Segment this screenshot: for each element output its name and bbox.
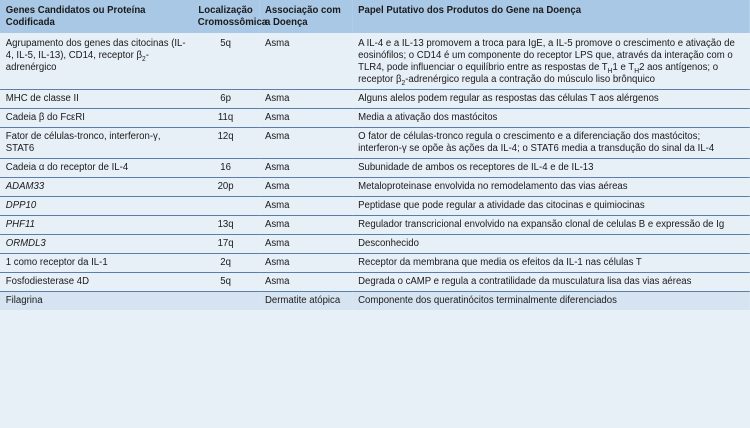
table-row: [0, 197, 750, 216]
cell-role: Peptidase que pode regular a atividade das citocinas e quimiocinas: [352, 197, 749, 216]
cell-association: Asma: [259, 254, 352, 273]
cell-gene: DPP10: [0, 197, 192, 216]
cell-gene: MHC de classe II: [0, 90, 192, 109]
cell-association: Asma: [259, 216, 352, 235]
header-location: Localização Cromossômica: [192, 0, 259, 33]
cell-association: Asma: [259, 109, 352, 128]
cell-location: [192, 197, 259, 216]
header-row: [0, 0, 750, 33]
cell-location: 12q: [192, 128, 259, 159]
cell-gene: Filagrina: [0, 292, 192, 311]
cell-role: Componente dos queratinócitos terminalmente diferenciados: [352, 292, 749, 311]
cell-location: 6p: [192, 90, 259, 109]
cell-association: Asma: [259, 159, 352, 178]
cell-gene: 1 como receptor da IL-1: [0, 254, 192, 273]
cell-gene: ADAM33: [0, 178, 192, 197]
cell-role: O fator de células-tronco regula o crescimento e a diferenciação dos mastócitos; interferon-γ se opõe às ações da IL-4; o STAT6 media a transdução do sinal da IL-4: [352, 128, 749, 159]
cell-role: Media a ativação dos mastócitos: [352, 109, 749, 128]
cell-gene: Cadeia α do receptor de IL-4: [0, 159, 192, 178]
header-association: Associação com a Doença: [259, 0, 352, 33]
cell-location: 2q: [192, 254, 259, 273]
cell-association: Asma: [259, 128, 352, 159]
table-row: [0, 90, 750, 109]
table-row: [0, 178, 750, 197]
cell-association: Asma: [259, 273, 352, 292]
table-row: [0, 216, 750, 235]
cell-gene: Agrupamento dos genes das citocinas (IL-4, IL-5, IL-13), CD14, receptor $\beta_2$-adrenérgico: [5, 38, 186, 73]
cell-role: Receptor da membrana que media os efeitos da IL-1 nas células T: [352, 254, 749, 273]
cell-gene: Fator de células-tronco, interferon-γ, STAT6: [0, 128, 192, 159]
cell-role: Degrada o cAMP e regula a contratilidade da musculatura lisa das vias aéreas: [352, 273, 749, 292]
cell-location: 20p: [192, 178, 259, 197]
cell-association: Asma: [259, 178, 352, 197]
cell-role: Subunidade de ambos os receptores de IL-4 e de IL-13: [352, 159, 749, 178]
cell-role: Alguns alelos podem regular as respostas das células T aos alérgenos: [352, 90, 749, 109]
cell-location: 11q: [192, 109, 259, 128]
cell-location: 5q: [192, 273, 259, 292]
cell-location: 5q: [220, 38, 231, 49]
cell-location: 16: [192, 159, 259, 178]
table-row: [0, 128, 750, 159]
cell-location: [192, 292, 259, 311]
cell-role: Metaloproteinase envolvida no remodelamento das vias aéreas: [352, 178, 749, 197]
cell-association: Asma: [264, 38, 290, 49]
table-row: [0, 109, 750, 128]
table-row: [0, 33, 750, 90]
cell-location: 13q: [192, 216, 259, 235]
cell-role: A IL-4 e a IL-13 promovem a troca para IgE, a IL-5 promove o crescimento e ativação de eosinófilos; o CD14 é um componente do receptor LPS que, através da interação com o TLR4, pode influenciar o equilíbrio entre as respostas de $T_H1$ e $T_H2$ aos antígenos; o receptor $\beta_2$-adrenérgico regula a contração do músculo liso brônquico: [358, 38, 735, 87]
cell-gene: Cadeia β do FcεRI: [0, 109, 192, 128]
cell-role: Regulador transcricional envolvido na expansão clonal de celulas B e expressão de Ig: [352, 216, 749, 235]
header-genes: Genes Candidatos ou Proteína Codificada: [0, 0, 192, 33]
cell-association: Asma: [259, 197, 352, 216]
cell-gene: ORMDL3: [0, 235, 192, 254]
cell-role: Desconhecido: [352, 235, 749, 254]
cell-association: Dermatite atópica: [259, 292, 352, 311]
cell-gene: Fosfodiesterase 4D: [0, 273, 192, 292]
table-row: [0, 273, 750, 292]
cell-association: Asma: [259, 90, 352, 109]
table-row: [0, 235, 750, 254]
cell-gene: PHF11: [0, 216, 192, 235]
table-row: [0, 254, 750, 273]
cell-association: Asma: [259, 235, 352, 254]
table-row: [0, 159, 750, 178]
header-role: Papel Putativo dos Produtos do Gene na Doença: [352, 0, 749, 33]
table-row: [0, 292, 750, 311]
table-header: [0, 0, 750, 33]
cell-location: 17q: [192, 235, 259, 254]
